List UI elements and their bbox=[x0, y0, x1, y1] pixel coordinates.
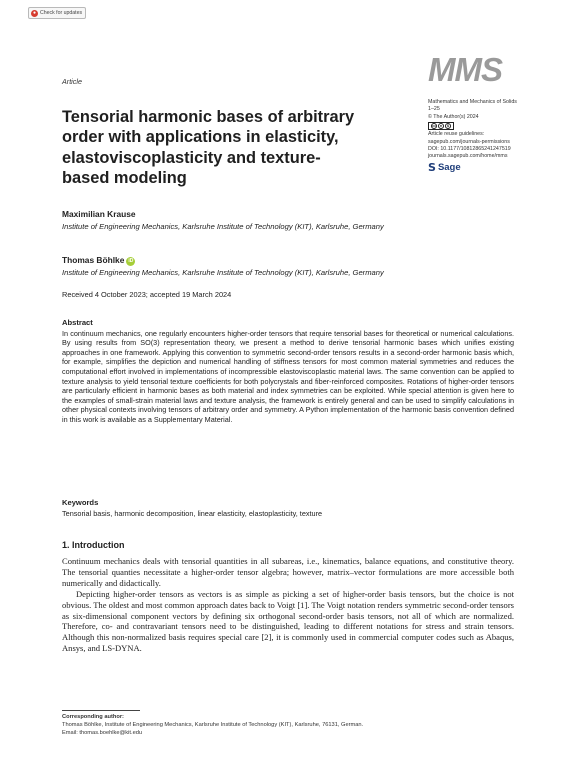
article-type-label: Article bbox=[62, 77, 82, 86]
journal-info-sidebar bbox=[428, 99, 548, 174]
nc-icon: $ bbox=[446, 123, 450, 129]
doi-link[interactable]: DOI: 10.1177/10812865241247519 bbox=[428, 146, 511, 153]
keywords-heading: Keywords bbox=[62, 498, 99, 507]
author-affiliation-2: Institute of Engineering Mechanics, Karlsruhe Institute of Technology (KIT), Karlsruhe, Germany bbox=[62, 268, 384, 277]
abstract-text: In continuum mechanics, one regularly encounters higher-order tensors that require tensorial bases for theoretical or numerical calculations. By using results from SO(3) representation theory, we present a method to derive tensorial harmonic bases which unifies existing approaches in one framework. Applying this convention to symmetric second-order tensors results in a second-order harmonic basis which, for example, simplifies the depiction and numerical handling of stiffness tensors for most common material symmetries and reduces the computational effort involved in implementations of incompressible elastoviscoplastic material laws. The same convention can be applied to texture analysis to yield tensorial texture coefficients for both polycrystals and fiber-reinforced composites. Rotations of higher-order tensors are particularly efficient in harmonic bases as both material and index symmetries can be exploited. While special attention is given here to the examples of small-strain material laws and texture analysis, the framework is entirely general and can be used to simplify calculations in other physical contexts involving tensors of arbitrary order and symmetry. A Python implementation of the harmonic basis convention defined in this work is available as a Supplementary Material. bbox=[62, 328, 514, 424]
footnote-label: Corresponding author: bbox=[62, 714, 124, 720]
author-name-1: Maximilian Krause bbox=[62, 209, 136, 219]
journal-logo-text: MMS bbox=[428, 52, 502, 86]
update-badge-icon: ● bbox=[32, 9, 37, 16]
footnote-address: Thomas Böhlke, Institute of Engineering Mechanics, Karlsruhe Institute of Technology (KIT), Karlsruhe, 76131, German. bbox=[62, 721, 364, 728]
journal-name: Mathematics and Mechanics of Solids bbox=[428, 99, 517, 105]
publisher-name: Sage bbox=[437, 161, 461, 173]
copyright-line: © The Author(s) 2024 bbox=[428, 113, 479, 120]
check-for-updates-button[interactable] bbox=[28, 7, 86, 19]
abstract-section bbox=[62, 318, 514, 425]
intro-paragraph-2: Depicting higher-order tensors as vectors is as simple as picking a set of higher-order basis tensors, but the choice is not obvious. The oldest and most common approach dates back to Voigt [1]. The Voigt notation renders symmetric second-order tensors as six-dimensional component vectors by defining six orthogonal second-order basis tensors, not all of which are normalized. Therefore, co- and contravariant tensors need to be distinguished, leading to different notations for stress and strain tensors. Although this non-normalized basis requires special care [2], it is commonly used in commercial computer codes such as Abaqus, Ansys, and LS-DYNA. bbox=[62, 588, 514, 654]
sage-icon: S bbox=[428, 160, 436, 174]
by-icon: ● bbox=[439, 123, 443, 129]
page-range: 1–25 bbox=[428, 106, 440, 113]
introduction-body bbox=[62, 556, 514, 654]
journal-home-link[interactable]: journals.sagepub.com/home/mms bbox=[428, 153, 508, 160]
author-affiliation-1: Institute of Engineering Mechanics, Karlsruhe Institute of Technology (KIT), Karlsruhe, Germany bbox=[62, 222, 384, 231]
reuse-link[interactable]: sagepub.com/journals-permissions bbox=[428, 138, 510, 145]
intro-paragraph-1: Continuum mechanics deals with tensorial quantities in all subareas, i.e., kinematics, balance equations, and constitutive theory. The tensorial quanties necessitate a higher-order tensor algebra; however, matrix–vector formulations are more accessible both numerically and didactically. bbox=[62, 556, 514, 588]
check-for-updates-label: Check for updates bbox=[40, 10, 83, 16]
abstract-heading: Abstract bbox=[62, 318, 93, 327]
received-dates: Received 4 October 2023; accepted 19 March 2024 bbox=[62, 290, 232, 299]
author-2 bbox=[62, 255, 135, 266]
publisher-logo bbox=[428, 160, 548, 174]
introduction-heading: 1. Introduction bbox=[62, 540, 125, 550]
cc-license-badge bbox=[428, 122, 454, 130]
keywords-section bbox=[62, 498, 514, 518]
footnote-divider bbox=[62, 710, 140, 711]
corresponding-author-footnote bbox=[62, 714, 514, 737]
cc-icon: cc bbox=[432, 123, 437, 129]
author-name-2: Thomas Böhlke bbox=[62, 255, 125, 265]
footnote-email[interactable]: Email: thomas.boehlke@kit.edu bbox=[62, 729, 143, 736]
journal-logo bbox=[428, 52, 514, 86]
reuse-label: Article reuse guidelines: bbox=[428, 131, 485, 138]
paper-title: Tensorial harmonic bases of arbitrary order with applications in elasticity, elastoviscoplasticity and texture-based modeling bbox=[62, 108, 355, 188]
keywords-text: Tensorial basis, harmonic decomposition, linear elasticity, elastoplasticity, texture bbox=[62, 508, 323, 518]
orcid-icon[interactable]: iD bbox=[128, 258, 134, 264]
